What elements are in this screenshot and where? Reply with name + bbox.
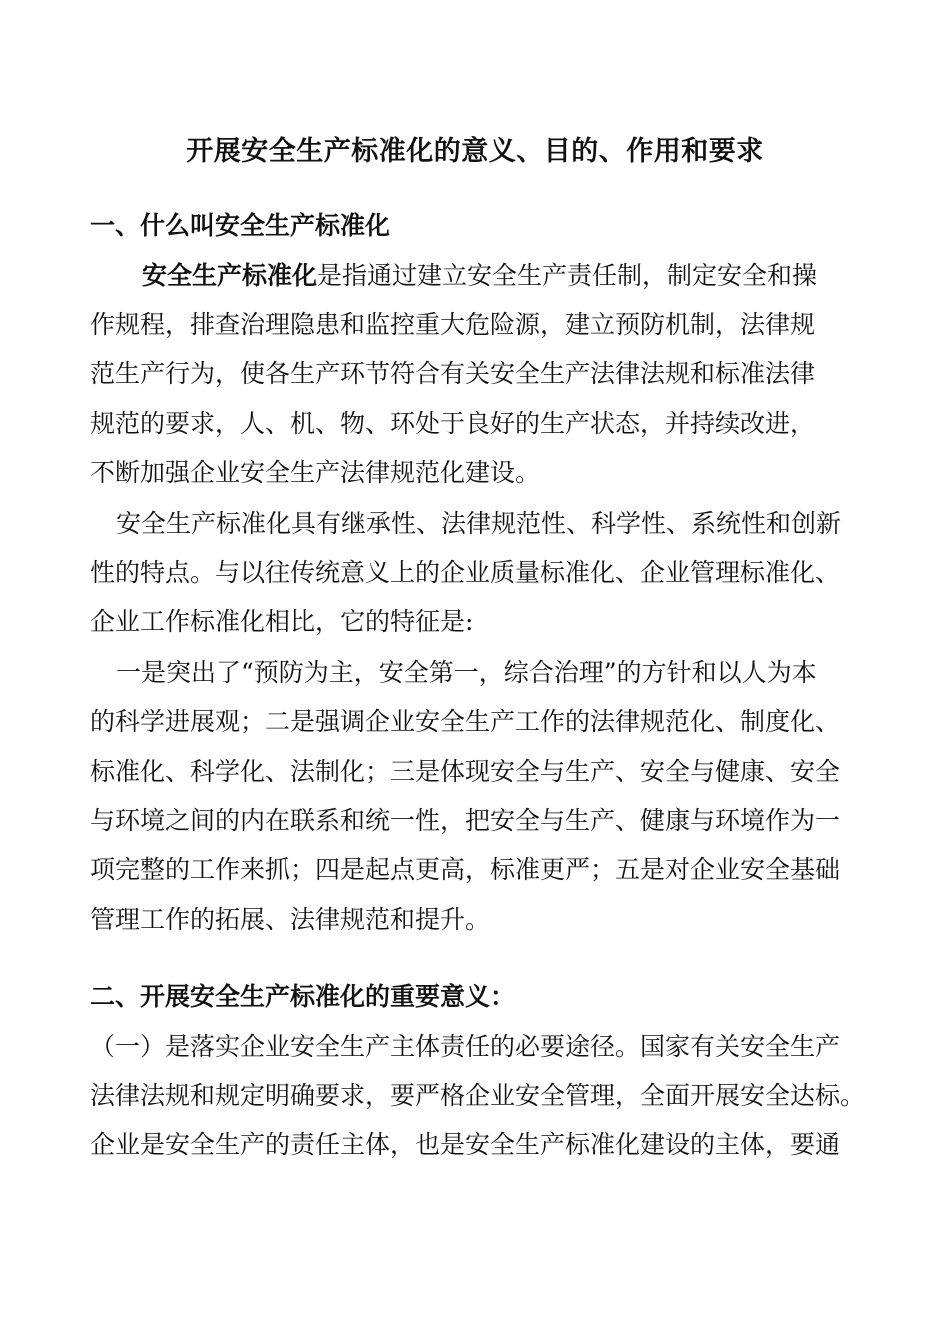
paragraph-line: 法律法规和规定明确要求，要严格企业安全管理，全面开展安全达标。 (90, 1081, 866, 1110)
paragraph-line: 性的特点。与以往传统意义上的企业质量标准化、企业管理标准化、 (90, 558, 841, 587)
paragraph-line (142, 258, 817, 294)
section-heading-1: 一、什么叫安全生产标准化 (90, 211, 391, 240)
paragraph-line: 项完整的工作来抓；四是起点更高，标准更严；五是对企业安全基础 (90, 855, 841, 884)
paragraph-line: 安全生产标准化具有继承性、法律规范性、科学性、系统性和创新 (116, 509, 842, 538)
paragraph-text: 是指通过建立安全生产责任制，制定安全和操 (317, 261, 818, 290)
paragraph-line: 一是突出了“预防为主，安全第一，综合治理”的方针和以人为本 (116, 658, 817, 687)
paragraph-line: 范生产行为，使各生产环节符合有关安全生产法律法规和标准法律 (90, 359, 816, 388)
paragraph-line: 管理工作的拓展、法律规范和提升。 (90, 905, 491, 934)
paragraph-line: 不断加强企业安全生产法律规范化建设。 (90, 458, 541, 487)
document-title: 开展安全生产标准化的意义、目的、作用和要求 (186, 136, 764, 167)
paragraph-line: 规范的要求，人、机、物、环处于良好的生产状态，并持续改进， (90, 409, 816, 438)
paragraph-line: 的科学进展观；二是强调企业安全生产工作的法律规范化、制度化、 (90, 707, 841, 736)
defined-term: 安全生产标准化 (142, 261, 318, 290)
section-heading-2: 二、开展安全生产标准化的重要意义： (90, 982, 516, 1011)
paragraph-line: 企业工作标准化相比，它的特征是: (90, 607, 474, 636)
paragraph-line: 标准化、科学化、法制化；三是体现安全与生产、安全与健康、安全 (90, 757, 841, 786)
paragraph-line: （一）是落实企业安全生产主体责任的必要途径。国家有关安全生产 (90, 1032, 841, 1061)
paragraph-line: 作规程，排查治理隐患和监控重大危险源，建立预防机制，法律规 (90, 310, 816, 339)
paragraph-line: 企业是安全生产的责任主体，也是安全生产标准化建设的主体，要通 (90, 1130, 841, 1159)
paragraph-line: 与环境之间的内在联系和统一性，把安全与生产、健康与环境作为一 (90, 806, 841, 835)
